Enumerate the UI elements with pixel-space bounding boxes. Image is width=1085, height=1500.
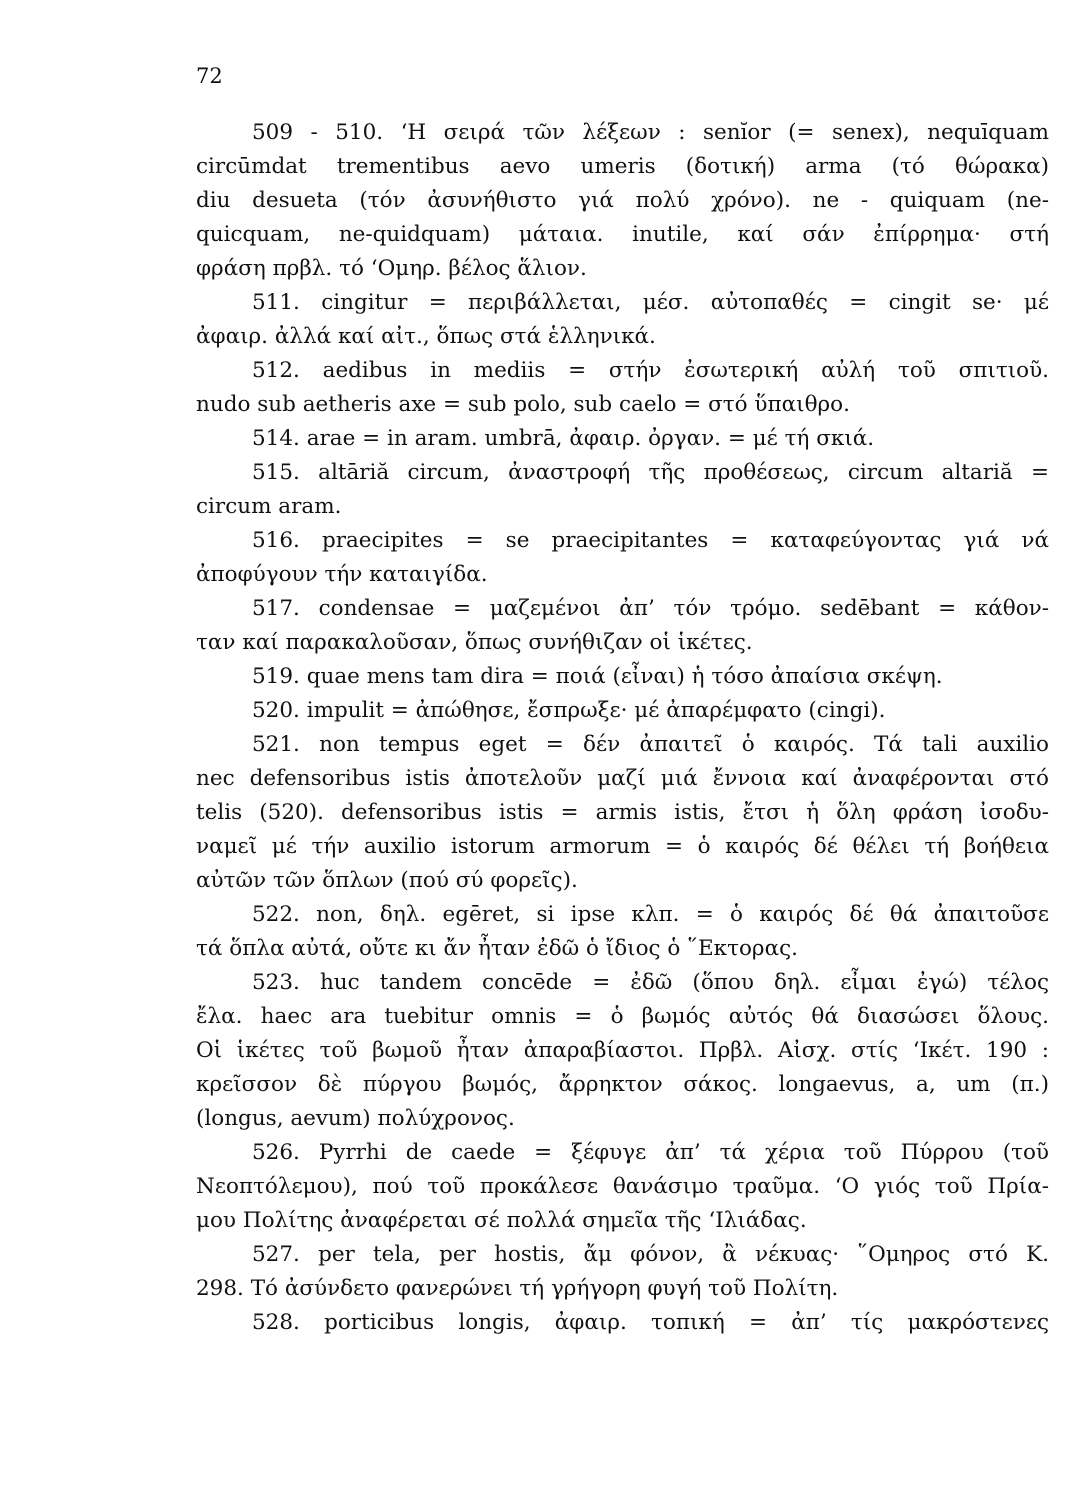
text-line: 521. non tempus eget = δέν ἀπαιτεῖ ὁ καιρός. Τά tali auxilio (252, 732, 1049, 757)
text-line: 515. altāriă circum, ἀναστροφή τῆς προθέσεως, circum altariă = (252, 460, 1049, 485)
text-line: 523. huc tandem concēde = ἐδῶ (ὅπου δηλ. εἶμαι ἐγώ) τέλος (252, 970, 1049, 995)
text-line: 519. quae mens tam dira = ποιά (εἶναι) ἡ τόσο ἀπαίσια σκέψη. (252, 664, 943, 689)
text-line: 520. impulit = ἀπώθησε, ἔσπρωξε· μέ ἀπαρέμφατο (cingi). (252, 698, 886, 723)
text-line: 514. arae = in aram. umbrā, ἀφαιρ. ὀργαν. = μέ τή σκιά. (252, 426, 875, 451)
text-line: telis (520). defensoribus istis = armis istis, ἔτσι ἡ ὅλη φράση ἰσοδυ- (196, 800, 1049, 825)
text-line: 522. non, δηλ. egēret, si ipse κλπ. = ὁ καιρός δέ θά ἀπαιτοῦσε (252, 902, 1049, 927)
text-line: ναμεῖ μέ τήν auxilio istorum armorum = ὁ καιρός δέ θέλει τή βοήθεια (196, 834, 1049, 859)
text-line: αὐτῶν τῶν ὅπλων (πού σύ φορεῖς). (196, 868, 578, 893)
page-number: 72 (196, 64, 223, 88)
text-line: 517. condensae = μαζεμένοι ἀπ’ τόν τρόμο. sedēbant = κάθον- (252, 596, 1049, 621)
text-line: circum aram. (196, 494, 342, 519)
text-line: 298. Τό ἀσύνδετο φανερώνει τή γρήγορη φυγή τοῦ Πολίτη. (196, 1276, 839, 1301)
text-line: 526. Pyrrhi de caede = ξέφυγε ἀπ’ τά χέρια τοῦ Πύρρου (τοῦ (252, 1140, 1049, 1165)
text-line: φράση πρβλ. τό ‘Ομηρ. βέλος ἅλιον. (196, 256, 587, 281)
text-line: 528. porticibus longis, ἀφαιρ. τοπική = ἀπ’ τίς μακρόστενες (252, 1310, 1049, 1335)
text-line: Οἱ ἱκέτες τοῦ βωμοῦ ἦταν ἀπαραβίαστοι. Πρβλ. Αἰσχ. στίς ‘Ικέτ. 190 : (196, 1038, 1049, 1063)
text-line: (longus, aevum) πολύχρονος. (196, 1106, 515, 1131)
text-line: 509 - 510. ‘Η σειρά τῶν λέξεων : senĭor (= senex), nequīquam (252, 120, 1049, 145)
text-line: κρεῖσσον δὲ πύργου βωμός, ἄρρηκτον σάκος. longaevus, a, um (π.) (196, 1072, 1049, 1097)
text-line: ἀφαιρ. ἀλλά καί αἰτ., ὅπως στά ἑλληνικά. (196, 324, 656, 349)
text-line: circūmdat trementibus aevo umeris (δοτική) arma (τό θώρακα) (196, 154, 1049, 179)
text-line: nudo sub aetheris axe = sub polo, sub caelo = στό ὕπαιθρο. (196, 392, 850, 417)
text-line: nec defensoribus istis ἀποτελοῦν μαζί μιά ἔννοια καί ἀναφέρονται στό (196, 766, 1049, 791)
text-line: μου Πολίτης ἀναφέρεται σέ πολλά σημεῖα τῆς ‘Ιλιάδας. (196, 1208, 807, 1233)
text-line: τά ὅπλα αὐτά, οὔτε κι ἄν ἦταν ἐδῶ ὁ ἴδιος ὁ ῞Εκτορας. (196, 936, 798, 961)
text-line: 512. aedibus in mediis = στήν ἐσωτερική αὐλή τοῦ σπιτιοῦ. (252, 358, 1049, 383)
text-line: 511. cingitur = περιβάλλεται, μέσ. αὐτοπαθές = cingit se· μέ (252, 290, 1049, 315)
text-line: quicquam, ne-quidquam) μάταια. inutile, καί σάν ἐπίρρημα· στή (196, 222, 1049, 247)
text-line: Νεοπτόλεμου), πού τοῦ προκάλεσε θανάσιμο τραῦμα. ‘Ο γιός τοῦ Πρία- (196, 1174, 1049, 1199)
text-line: ἔλα. haec ara tuebitur omnis = ὁ βωμός αὐτός θά διασώσει ὅλους. (196, 1004, 1049, 1029)
text-line: 527. per tela, per hostis, ἄμ φόνον, ἂ νέκυας· ῞Ομηρος στό Κ. (252, 1242, 1049, 1267)
text-line: 516. praecipites = se praecipitantes = καταφεύγοντας γιά νά (252, 528, 1049, 553)
text-line: diu desueta (τόν ἀσυνήθιστο γιά πολύ χρόνο). ne - quiquam (ne- (196, 188, 1049, 213)
text-line: ἀποφύγουν τήν καταιγίδα. (196, 562, 488, 587)
text-line: ταν καί παρακαλοῦσαν, ὅπως συνήθιζαν οἱ ἱκέτες. (196, 630, 753, 655)
